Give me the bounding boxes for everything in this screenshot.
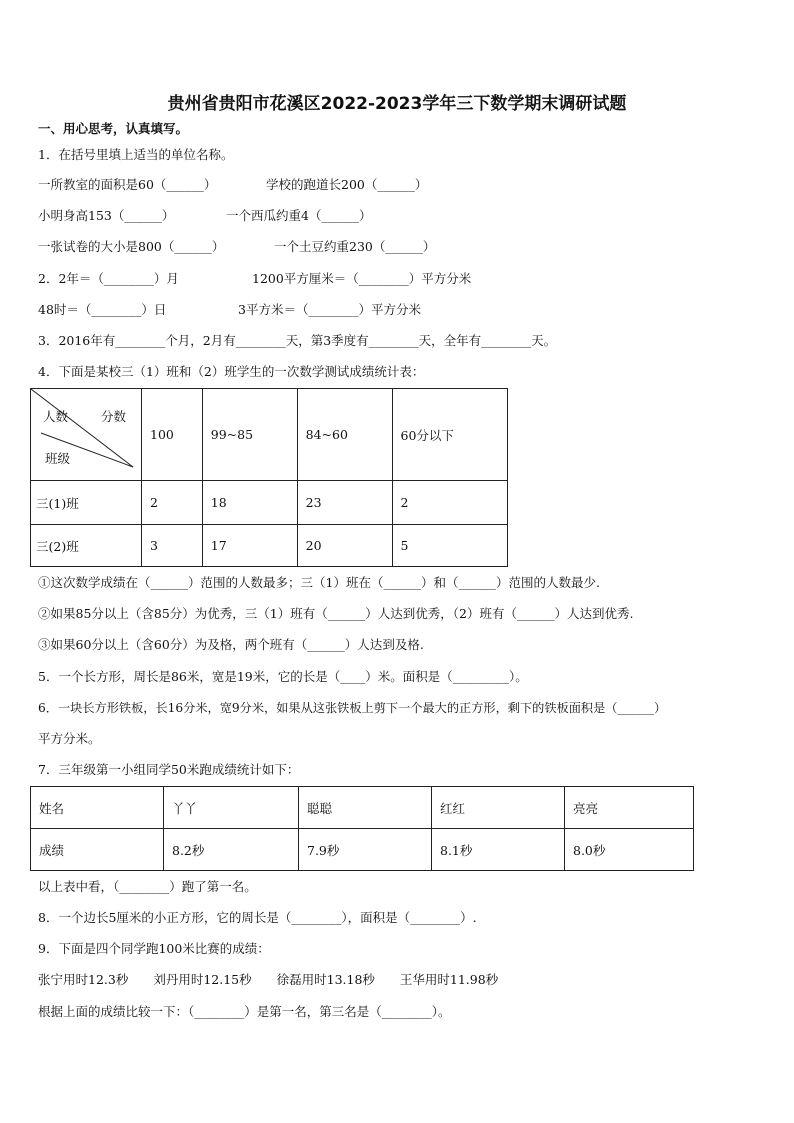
- page-title: 贵州省贵阳市花溪区2022-2023学年三下数学期末调研试题: [167, 94, 627, 114]
- corner-top-left: 人数: [43, 409, 69, 424]
- corner-cell: [31, 389, 142, 481]
- table-cell: 5: [392, 525, 507, 567]
- q2-line2b: 3平方米＝（________）平方分米: [238, 302, 421, 317]
- corner-top-right: 分数: [101, 409, 127, 424]
- row-label: 三(2)班: [31, 525, 142, 567]
- table-cell: 18: [202, 481, 297, 525]
- table-cell: 聪聪: [299, 787, 432, 829]
- q2-line2a: 48时＝（________）日: [38, 302, 167, 317]
- table-cell: 8.2秒: [164, 829, 299, 871]
- table-cell: 17: [202, 525, 297, 567]
- q1-line3a: 一张试卷的大小是800（______）: [38, 239, 225, 254]
- q5: 5．一个长方形，周长是86米，宽是19米，它的长是（____）米。面积是（_________）。: [38, 669, 528, 684]
- q1-stem: 1．在括号里填上适当的单位名称。: [38, 147, 234, 162]
- table-cell: 成绩: [31, 829, 164, 871]
- run-table: [30, 786, 694, 871]
- header-cell: 60分以下: [392, 389, 507, 481]
- q1-line3b: 一个土豆约重230（______）: [274, 239, 436, 254]
- q1-line1b: 学校的跑道长200（______）: [266, 177, 428, 192]
- table-row: [31, 787, 694, 829]
- table-cell: 2: [142, 481, 203, 525]
- q6-line1: 6．一块长方形铁板，长16分米，宽9分米，如果从这张铁板上剪下一个最大的正方形，剩下的铁板面积是（______）: [38, 701, 667, 715]
- table-cell: 2: [392, 481, 507, 525]
- q1-line1a: 一所教室的面积是60（______）: [38, 177, 217, 192]
- table-cell: 3: [142, 525, 203, 567]
- table-row: [31, 481, 508, 525]
- section-heading: 一、用心思考，认真填写。: [38, 121, 189, 136]
- score-table: [30, 388, 508, 567]
- q4-stem: 4．下面是某校三（1）班和（2）班学生的一次数学测试成绩统计表：: [38, 364, 425, 379]
- q2-line1a: 2．2年＝（________）月: [38, 271, 179, 286]
- table-cell: 红红: [432, 787, 565, 829]
- q4-sub2: ②如果85分以上（含85分）为优秀，三（1）班有（______）人达到优秀，（2）班有（______）人达到优秀.: [38, 606, 634, 621]
- header-cell: 84~60: [297, 389, 392, 481]
- q7-after: 以上表中看，（________）跑了第一名。: [38, 879, 257, 894]
- q6-line2: 平方分米。: [38, 731, 101, 746]
- q9-ask: 根据上面的成绩比较一下：（________）是第一名，第三名是（________）。: [38, 1004, 451, 1019]
- q7-stem: 7．三年级第一小组同学50米跑成绩统计如下：: [38, 762, 300, 777]
- header-cell: 99~85: [202, 389, 297, 481]
- table-row: [31, 525, 508, 567]
- table-cell: 姓名: [31, 787, 164, 829]
- q3: 3．2016年有________个月，2月有________天，第3季度有________天，全年有________天。: [38, 333, 557, 348]
- q9-stem: 9．下面是四个同学跑100米比赛的成绩：: [38, 941, 270, 956]
- diagonal-lines: [31, 389, 141, 481]
- table-cell: 20: [297, 525, 392, 567]
- table-cell: 丫丫: [164, 787, 299, 829]
- corner-bottom: 班级: [45, 451, 71, 466]
- row-label: 三(1)班: [31, 481, 142, 525]
- table-cell: 7.9秒: [299, 829, 432, 871]
- q4-sub3: ③如果60分以上（含60分）为及格，两个班有（______）人达到及格.: [38, 637, 424, 652]
- q1-line2b: 一个西瓜约重4（______）: [226, 208, 372, 223]
- table-cell: 23: [297, 481, 392, 525]
- table-cell: 8.0秒: [565, 829, 694, 871]
- q9-times: 张宁用时12.3秒 刘丹用时12.15秒 徐磊用时13.18秒 王华用时11.98秒: [38, 972, 499, 987]
- q8: 8．一个边长5厘米的小正方形，它的周长是（________），面积是（________）.: [38, 910, 477, 925]
- table-cell: 亮亮: [565, 787, 694, 829]
- q4-sub1: ①这次数学成绩在（______）范围的人数最多；三（1）班在（______）和（______）范围的人数最少.: [38, 575, 600, 590]
- table-row: [31, 829, 694, 871]
- q1-line2a: 小明身高153（______）: [38, 208, 175, 223]
- header-cell: 100: [142, 389, 203, 481]
- table-cell: 8.1秒: [432, 829, 565, 871]
- q2-line1b: 1200平方厘米＝（________）平方分米: [252, 271, 472, 286]
